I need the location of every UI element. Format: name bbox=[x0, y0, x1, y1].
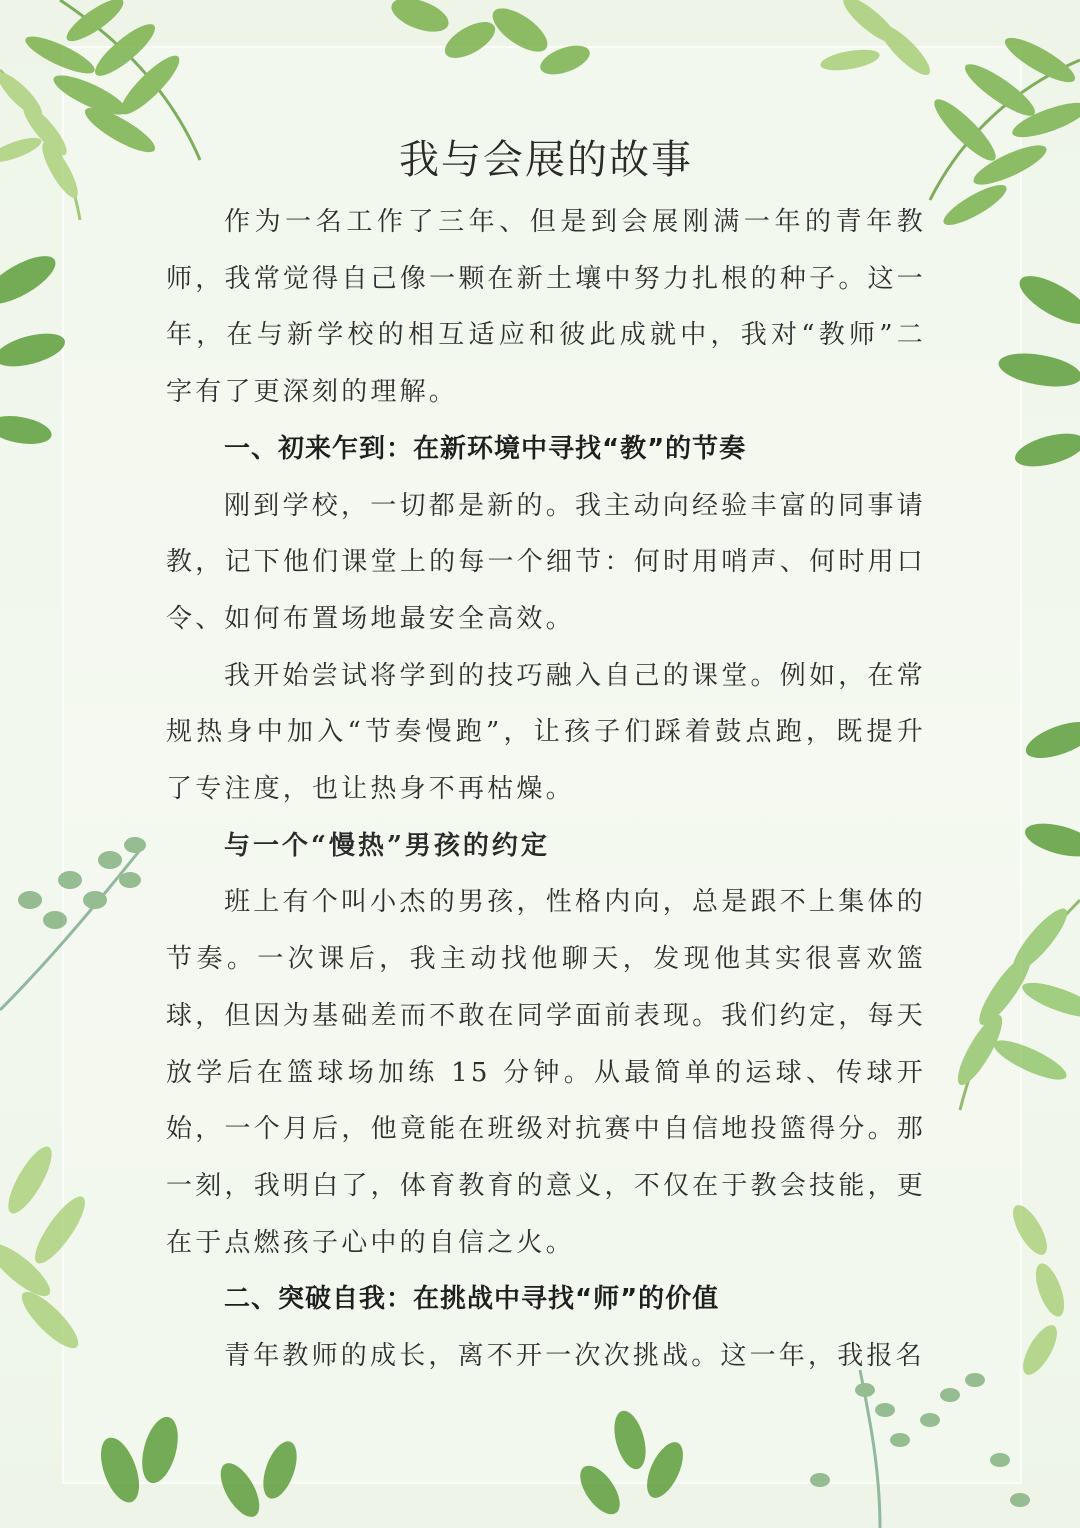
article-body bbox=[166, 130, 926, 1385]
paragraph: 青年教师的成长，离不开一次次挑战。这一年，我报名 bbox=[224, 1341, 925, 1372]
leaf-icon bbox=[1006, 1200, 1069, 1379]
leaf-icon bbox=[0, 247, 68, 448]
subheading: 与一个“慢热”男孩的约定 bbox=[224, 830, 550, 861]
paragraph: 刚到学校，一切都是新的。我主动向经验丰富的同事请教，记下他们课堂上的每一个细节：何时用哨声、何时用口令、如何布置场地最安全高效。 bbox=[166, 490, 926, 634]
leaf-icon bbox=[950, 900, 1080, 1110]
leaf-icon bbox=[996, 267, 1080, 863]
paragraph-intro: 作为一名工作了三年、但是到会展刚满一年的青年教师，我常觉得自己像一颗在新土壤中努力扎根的种子。这一年，在与新学校的相互适应和彼此成就中，我对“教师”二字有了更深刻的理解。 bbox=[166, 207, 926, 408]
leaf-icon bbox=[387, 0, 594, 80]
leaf-icon bbox=[928, 30, 1080, 231]
leaf-icon bbox=[819, 0, 936, 81]
leaf-icon bbox=[0, 1141, 93, 1355]
section-heading-2: 二、突破自我：在挑战中寻找“师”的价值 bbox=[224, 1284, 720, 1315]
paragraph: 班上有个叫小杰的男孩，性格内向，总是跟不上集体的节奏。一次课后，我主动找他聊天，发现他其实很喜欢篮球，但因为基础差而不敢在同学面前表现。我们约定，每天放学后在篮球场加练 15 分钟。从最简单的运球、传球开始，一个月后，他竟能在班级对抗赛中自信地投篮得分。那一刻，我明白了，体育教育的意义，不仅在于教会技能，更在于点燃孩子心中的自信之火。 bbox=[166, 887, 926, 1258]
leaf-icon bbox=[0, 837, 146, 1010]
leaf-icon bbox=[93, 1407, 690, 1523]
paragraph: 我开始尝试将学到的技巧融入自己的课堂。例如，在常规热身中加入“节奏慢跑”，让孩子们踩着鼓点跑，既提升了专注度，也让热身不再枯燥。 bbox=[166, 660, 926, 805]
article-title: 我与会展的故事 bbox=[399, 137, 693, 183]
leaf-icon bbox=[810, 1370, 1030, 1528]
section-heading-1: 一、初来乍到：在新环境中寻找“教”的节奏 bbox=[224, 433, 747, 464]
